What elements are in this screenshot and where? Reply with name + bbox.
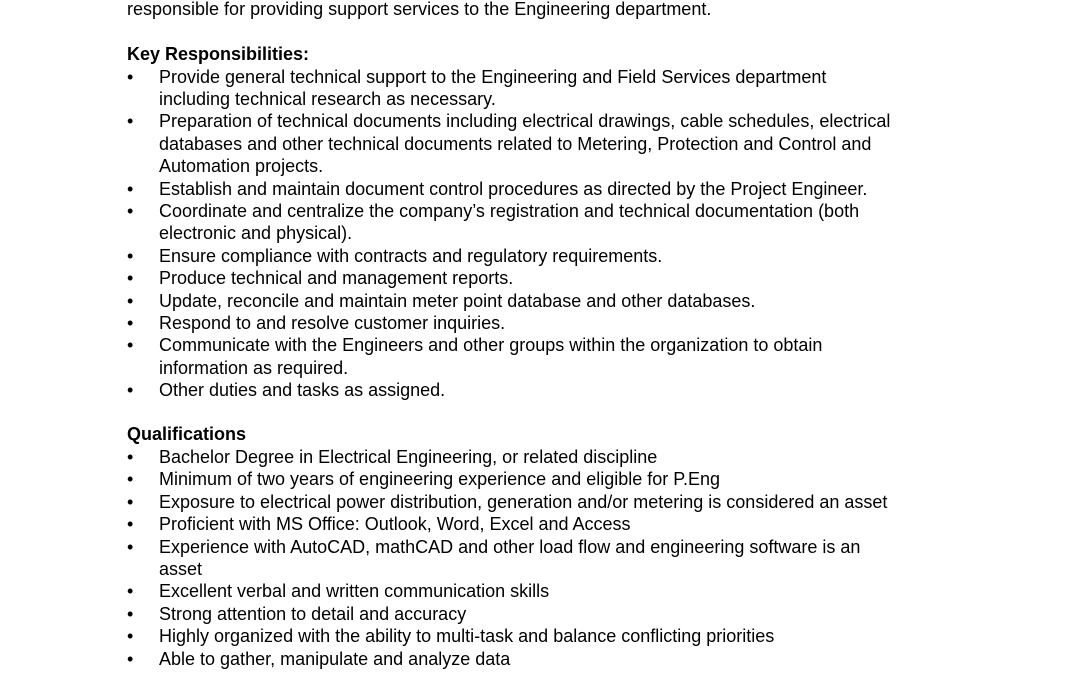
list-item bbox=[127, 110, 967, 177]
bullet-icon: • bbox=[127, 268, 134, 289]
list-item bbox=[127, 312, 967, 334]
intro-text: responsible for providing support services to the Engineering department. bbox=[127, 0, 712, 19]
bullet-icon: • bbox=[127, 178, 134, 199]
list-item-text: Minimum of two years of engineering experience and eligible for P.Eng bbox=[159, 469, 720, 490]
list-item-text: Communicate with the Engineers and other groups within the organization to obtain information as required. bbox=[159, 335, 823, 378]
list-item bbox=[127, 468, 967, 490]
list-item-text: Establish and maintain document control procedures as directed by the Project Engineer. bbox=[159, 178, 868, 199]
list-item bbox=[127, 580, 967, 602]
key-responsibilities-list bbox=[127, 66, 967, 402]
list-item-text: Produce technical and management reports. bbox=[159, 268, 514, 289]
bullet-icon: • bbox=[127, 66, 134, 87]
bullet-icon: • bbox=[127, 603, 134, 624]
qualifications-list bbox=[127, 446, 967, 670]
bullet-icon: • bbox=[127, 200, 134, 221]
list-item bbox=[127, 200, 967, 245]
list-item bbox=[127, 603, 967, 625]
list-item-text: Excellent verbal and written communication skills bbox=[159, 581, 550, 602]
list-item-text: Strong attention to detail and accuracy bbox=[159, 603, 467, 624]
bullet-icon: • bbox=[127, 514, 134, 535]
list-item-text: Coordinate and centralize the company’s registration and technical documentation (both electronic and physical). bbox=[159, 200, 860, 244]
bullet-icon: • bbox=[127, 581, 134, 602]
list-item bbox=[127, 290, 967, 312]
list-item bbox=[127, 178, 967, 200]
list-item bbox=[127, 267, 967, 289]
list-item-text: Exposure to electrical power distribution, generation and/or metering is considered an asset bbox=[159, 491, 888, 512]
bullet-icon: • bbox=[127, 626, 134, 647]
bullet-icon: • bbox=[127, 447, 134, 467]
list-item bbox=[127, 491, 967, 513]
list-item-text: Bachelor Degree in Electrical Engineering, or related discipline bbox=[159, 447, 658, 467]
list-item-text: Highly organized with the ability to multi-task and balance conflicting priorities bbox=[159, 626, 775, 647]
bullet-icon: • bbox=[127, 312, 134, 333]
list-item-text: Update, reconcile and maintain meter point database and other databases. bbox=[159, 290, 756, 311]
bullet-icon: • bbox=[127, 335, 134, 356]
bullet-icon: • bbox=[127, 491, 134, 512]
bullet-icon: • bbox=[127, 245, 134, 266]
key-responsibilities-heading: Key Responsibilities: bbox=[127, 44, 310, 64]
list-item-text: Proficient with MS Office: Outlook, Word, Excel and Access bbox=[159, 514, 631, 535]
list-item bbox=[127, 648, 967, 670]
list-item-text: Ensure compliance with contracts and regulatory requirements. bbox=[159, 245, 663, 266]
list-item bbox=[127, 245, 967, 267]
list-item bbox=[127, 334, 967, 379]
bullet-icon: • bbox=[127, 536, 134, 557]
bullet-icon: • bbox=[127, 111, 134, 132]
bullet-icon: • bbox=[127, 648, 134, 669]
list-item-text: Preparation of technical documents including electrical drawings, cable schedules, electrical databases and other technical documents related to Metering, Protection and Control and Automation projects. bbox=[159, 111, 891, 177]
list-item bbox=[127, 446, 967, 468]
list-item bbox=[127, 536, 967, 581]
list-item bbox=[127, 66, 967, 111]
list-item-text: Able to gather, manipulate and analyze data bbox=[159, 648, 511, 669]
bullet-icon: • bbox=[127, 290, 134, 311]
list-item-text: Provide general technical support to the Engineering and Field Services department including technical research as necessary. bbox=[159, 66, 827, 109]
list-item-text: Other duties and tasks as assigned. bbox=[159, 380, 446, 401]
list-item bbox=[127, 513, 967, 535]
list-item bbox=[127, 379, 967, 401]
bullet-icon: • bbox=[127, 380, 134, 401]
qualifications-heading: Qualifications bbox=[127, 424, 247, 444]
bullet-icon: • bbox=[127, 469, 134, 490]
list-item-text: Experience with AutoCAD, mathCAD and other load flow and engineering software is an asset bbox=[159, 536, 861, 580]
list-item-text: Respond to and resolve customer inquiries. bbox=[159, 312, 506, 333]
list-item bbox=[127, 625, 967, 647]
